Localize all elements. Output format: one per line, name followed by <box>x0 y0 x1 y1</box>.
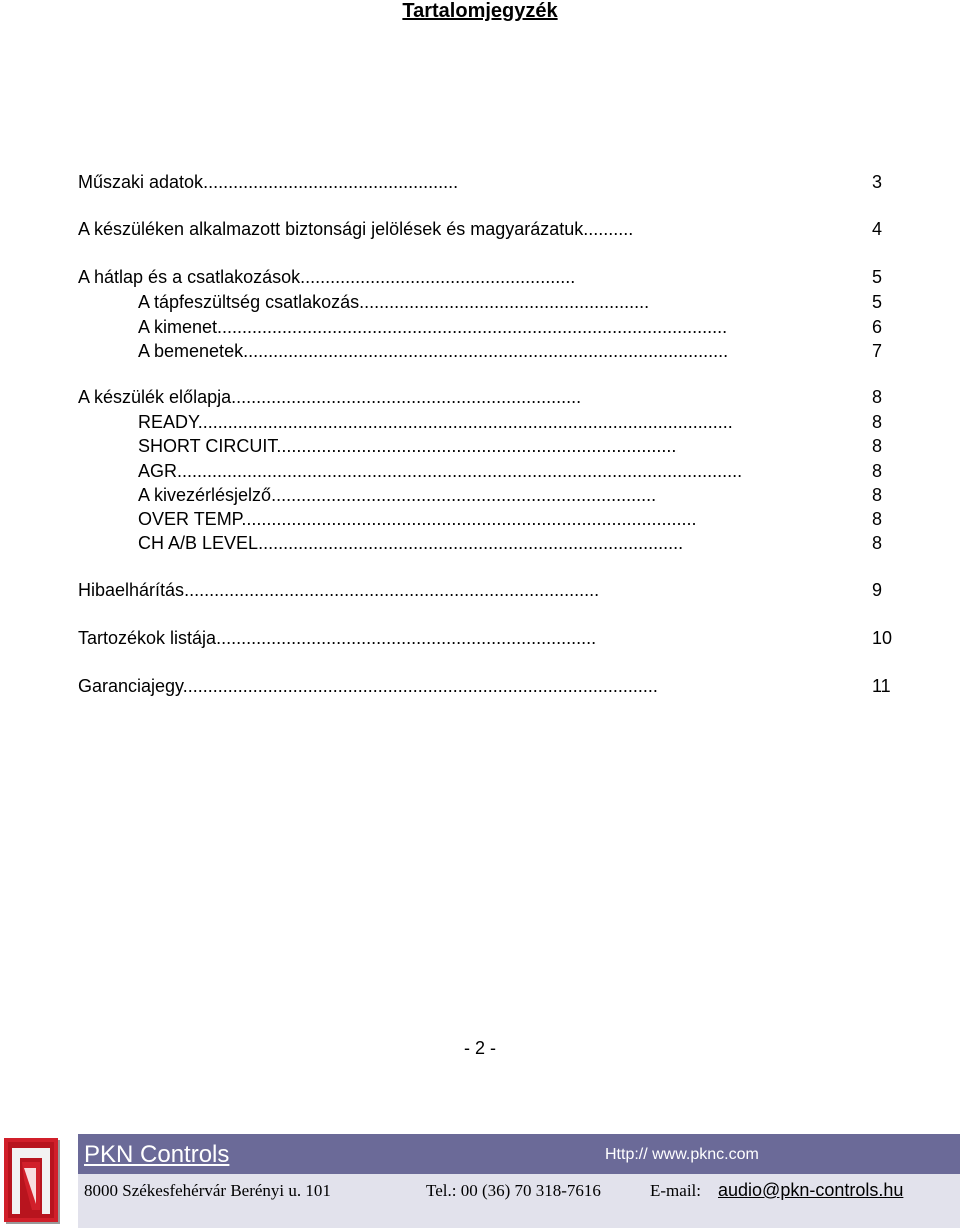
toc-page-number: 8 <box>872 485 883 505</box>
toc-entry-label: OVER TEMP <box>138 509 242 529</box>
toc-subentry[interactable] <box>138 314 866 340</box>
company-address: 8000 Székesfehérvár Berényi u. 101 <box>84 1181 331 1200</box>
toc-leader-dots: ................................................................................................. <box>243 341 729 361</box>
toc-subentry[interactable] <box>138 458 866 484</box>
toc-page-number: 8 <box>872 533 883 553</box>
page-number: - 2 - <box>463 1038 496 1058</box>
toc-subentry[interactable] <box>138 409 866 435</box>
toc-leader-dots: ................................................................................... <box>184 580 600 600</box>
toc-page-number: 4 <box>872 219 883 239</box>
toc-entry-label: A kivezérlésjelző <box>138 485 272 505</box>
toc-entry[interactable] <box>78 577 866 603</box>
toc-entry-label: A tápfeszültség csatlakozás <box>138 292 360 312</box>
toc-leader-dots: .......... <box>583 219 634 239</box>
toc-leader-dots: ............................................................................ <box>216 628 597 648</box>
toc-entry[interactable] <box>78 625 866 651</box>
toc-entry-label: Garanciajegy <box>78 676 183 696</box>
toc-page-number: 8 <box>872 412 883 432</box>
toc-page-number: 3 <box>872 172 883 192</box>
toc-page-number: 8 <box>872 387 883 407</box>
toc-entry-label: READY <box>138 412 198 432</box>
pkn-logo-icon <box>2 1138 62 1226</box>
page-title: Tartalomjegyzék <box>402 0 558 22</box>
toc-entry-label: SHORT CIRCUIT <box>138 436 277 456</box>
toc-leader-dots: ..................................................................................... <box>258 533 684 553</box>
toc-entry-label: AGR <box>138 461 178 481</box>
toc-leader-dots: .......................................................... <box>359 292 650 312</box>
email-link[interactable]: audio@pkn-controls.hu <box>718 1180 904 1200</box>
toc-entry-label: Tartozékok listája <box>78 628 217 648</box>
toc-subentry[interactable] <box>138 433 866 459</box>
brand-name: PKN Controls <box>84 1141 230 1168</box>
toc-page-number: 10 <box>872 628 893 648</box>
toc-leader-dots: ................................................... <box>203 172 459 192</box>
toc-page-number: 7 <box>872 341 883 361</box>
toc-leader-dots: ............................................................................................... <box>182 676 658 696</box>
toc-leader-dots: ................................................................................ <box>276 436 677 456</box>
toc-entry[interactable] <box>78 169 868 195</box>
toc-entry[interactable] <box>78 264 868 290</box>
toc-leader-dots: ....................................................... <box>300 267 576 287</box>
company-phone: Tel.: 00 (36) 70 318-7616 <box>426 1181 601 1200</box>
toc-leader-dots: ........................................................................................................... <box>197 412 733 432</box>
toc-leader-dots: ...................................................................... <box>231 387 582 407</box>
toc-leader-dots: ........................................................................................... <box>241 509 697 529</box>
footer-band-top <box>78 1134 960 1174</box>
toc-entry-label: A kimenet <box>138 317 218 337</box>
toc-entry-label: CH A/B LEVEL <box>138 533 259 553</box>
toc-page-number: 8 <box>872 509 883 529</box>
toc-entry-label: A hátlap és a csatlakozások <box>78 267 301 287</box>
toc-subentry[interactable] <box>138 530 866 556</box>
toc-subentry[interactable] <box>138 289 866 315</box>
toc-entry-label: Műszaki adatok <box>78 172 204 192</box>
toc-subentry[interactable] <box>138 482 866 508</box>
toc-entry-label: Hibaelhárítás <box>78 580 185 600</box>
toc-subentry[interactable] <box>138 506 866 532</box>
toc-subentry[interactable] <box>138 338 866 364</box>
toc-leader-dots: ............................................................................. <box>271 485 657 505</box>
toc-leader-dots: ................................................................................................................. <box>177 461 743 481</box>
toc-page-number: 9 <box>872 580 883 600</box>
toc-entry-label: A készülék előlapja <box>78 387 232 407</box>
toc-page-number: 11 <box>872 676 891 696</box>
toc-page-number: 8 <box>872 461 883 481</box>
toc-page-number: 5 <box>872 292 883 312</box>
toc-entry[interactable] <box>78 673 866 699</box>
toc-page-number: 5 <box>872 267 883 287</box>
toc-entry-label: A készüléken alkalmazott biztonsági jelölések és magyarázatuk <box>78 219 584 239</box>
email-label: E-mail: <box>650 1181 701 1200</box>
company-footer <box>0 1134 960 1228</box>
toc-leader-dots: ...................................................................................................... <box>217 317 728 337</box>
toc-page-number: 6 <box>872 317 883 337</box>
toc-entry[interactable] <box>78 216 868 242</box>
toc-entry[interactable] <box>78 384 866 410</box>
toc-page-number: 8 <box>872 436 883 456</box>
website-link[interactable]: Http:// www.pknc.com <box>605 1146 759 1163</box>
toc-entry-label: A bemenetek <box>138 341 244 361</box>
